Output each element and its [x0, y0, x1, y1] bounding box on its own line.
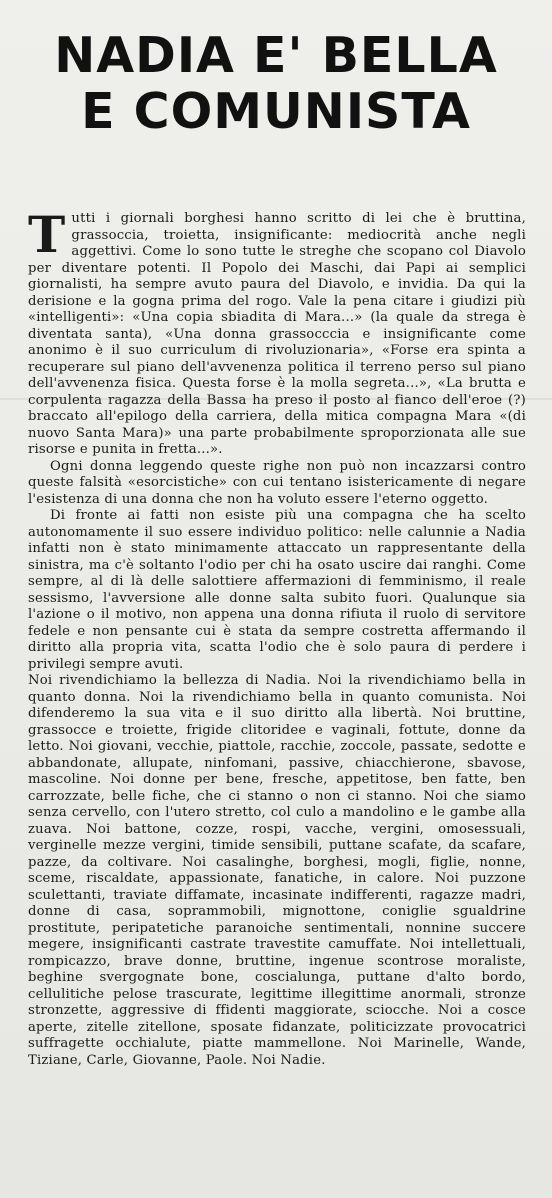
headline-line-1: NADIA E' BELLA: [54, 27, 498, 84]
paragraph-1-text: utti i giornali borghesi hanno scritto di lei che è bruttina, grassoccia, troietta, insignificante: mediocrità anche negli aggettivi. Come lo sono tutte le streghe che scopano col Diavolo per diventare potenti. Il Popolo dei Maschi, dai Papi ai semplici giornalisti, ha sempre avuto paura del Diavolo, e invidia. Da qui la derisione e la gogna prima del rogo. Vale la pena citare i giudizi più «intelligenti»: «Una copia sbiadita di Mara...» (la quale da strega è diventata santa), «Una donna grassocccia e insignificante come anonimo è il suo curriculum di rivoluzionaria», «Forse era spinta a recuperare sul piano dell'avvenenza politica il terreno perso sul piano dell'avvenenza fisica. Questa forse è la molla segreta...», «La brutta e corpulenta ragazza della Bassa ha preso il posto al fianco dell'eroe (?) braccato all'epilogo della carriera, della mitica compagna Mara «(di nuovo Santa Mara)» una parte probabilmente sproporzionata alle sue risorse e punita in fretta...».: [28, 211, 526, 457]
paragraph-4: Noi rivendichiamo la bellezza di Nadia. Noi la rivendichiamo bella in quanto donna. Noi la rivendichiamo bella in quanto comunista. Noi difenderemo la sua vita e il suo diritto alla libertà. Noi bruttine, grassocce e troiette, frigide clitoridee e vaginali, fottute, donne da letto. Noi giovani, vecchie, piattole, racchie, zoccole, passate, sedotte e abbandonate, allupate, ninfomani, passive, chiacchierone, sbavose, mascoline. Noi donne per bene, fresche, appetitose, ben fatte, ben carrozzate, belle fiche, che ci stanno o non ci stanno. Noi che siamo senza cervello, con l'utero stretto, col culo a mandolino e le gambe alla zuava. Noi battone, cozze, rospi, vacche, vergini, omosessuali, verginelle mezze vergini, timide sensibili, puttane scafate, da scafare, pazze, da coltivare. Noi casalinghe, borghesi, mogli, figlie, nonne, sceme, riscaldate, appassionate, fanatiche, in calore. Noi puzzone sculettanti, traviate diffamate, incasinate indifferenti, ragazze madri, donne di casa, soprammobili, mignottone, coniglie sgualdrine prostitute, peripatetiche paranoiche sentimentali, nonnine succere megere, insignificanti castrate travestite camuffate. Noi intellettuali, rompicazzo, brave donne, bruttine, ingenue scontrose moraliste, beghine svergognate bone, coscialunga, puttane d'alto bordo, cellulitiche pelose trascurate, legittime illegittime anormali, stronze stronzette, aggressive di ffidenti maggiorate, sciocche. Noi a cosce aperte, zitelle zitellone, sposate fidanzate, politicizzate provocatrici suffragette occhialute, piatte mammellone. Noi Marinelle, Wande, Tiziane, Carle, Giovanne, Paole. Noi Nadie.: [28, 673, 526, 1068]
paragraph-1: [28, 205, 526, 459]
paragraph-3: Di fronte ai fatti non esiste più una compagna che ha scelto autonomamente il suo essere individuo politico: nelle calunnie a Nadia infatti non è stato minimamente attaccato un rappresentante della sinistra, ma c'è soltanto l'odio per chi ha osato uscire dai ranghi. Come sempre, al di là delle salottiere affermazioni di femminismo, il reale sessismo, l'avversione alle donne salta subito fuori. Qualunque sia l'azione o il motivo, non appena una donna rifiuta il ruolo di servitore fedele e non pensante cui è stata da sempre costretta affermando il diritto alla propria vita, scatta l'odio che è solo paura di perdere i privilegi sempre avuti.: [28, 508, 526, 672]
article-body: [28, 205, 526, 1069]
headline: [0, 0, 552, 140]
headline-line-2: E COMUNISTA: [81, 83, 471, 140]
drop-cap: T: [28, 205, 66, 264]
paragraph-2: Ogni donna leggendo queste righe non può non incazzarsi contro queste falsità «esorcistiche» con cui tentano isistericamente di negare l'esistenza di una donna che non ha voluto essere l'eterno oggetto.: [28, 458, 526, 507]
